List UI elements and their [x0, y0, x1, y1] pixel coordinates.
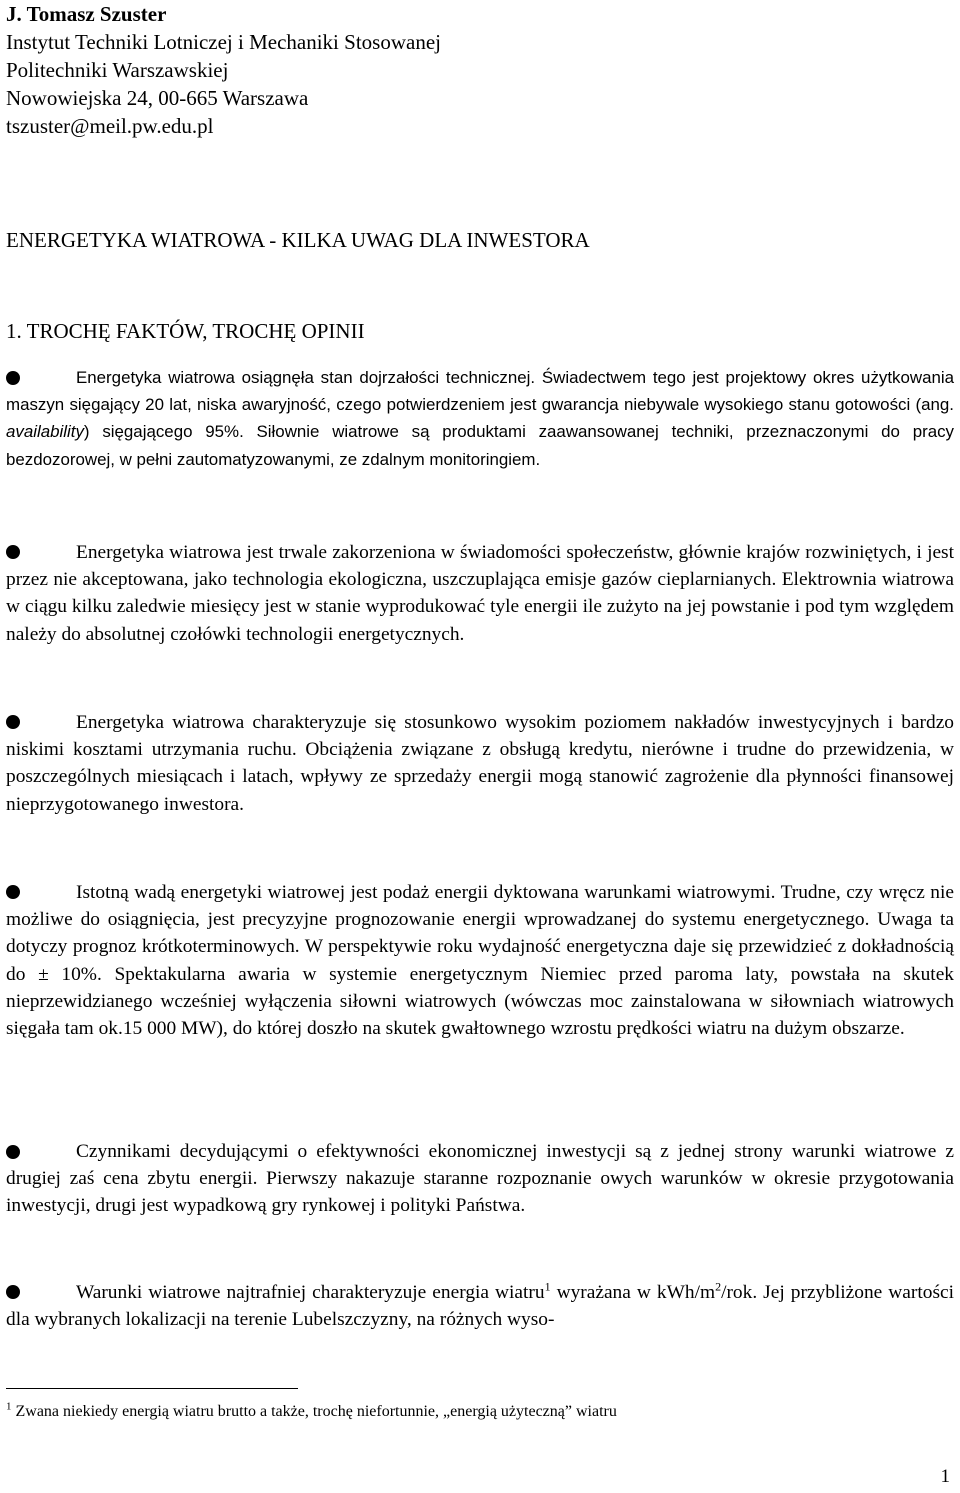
page-number: 1 [940, 1466, 950, 1487]
paragraph-6 [6, 1279, 954, 1333]
author-institute: Instytut Techniki Lotniczej i Mechaniki Stosowanej [6, 30, 441, 54]
unit-superscript: 2 [715, 1279, 722, 1294]
footnote-divider [6, 1388, 298, 1389]
author-address: Nowowiejska 24, 00-665 Warszawa [6, 86, 309, 110]
footnote-reference: 1 [544, 1279, 551, 1294]
paragraph-1-text-b: ) sięgającego 95%. Siłownie wiatrowe są produktami zaawansowanej techniki, przeznaczonymi do pracy bezdozorowej, w pełni zautomatyzowanymi, ze zdalnym monitoringiem. [6, 422, 954, 469]
author-block [6, 0, 441, 140]
paragraph-1 [6, 364, 954, 473]
footnote-number: 1 [6, 1400, 12, 1413]
paragraph-1-text-a: Energetyka wiatrowa osiągnęła stan dojrzałości technicznej. Świadectwem tego jest projektowy okres użytkowania maszyn sięgający 20 lat, niska awaryjność, czego potwierdzeniem jest gwarancja niebywale wysokiego stanu gotowości (ang. [6, 368, 954, 415]
paragraph-3: Energetyka wiatrowa charakteryzuje się stosunkowo wysokim poziomem nakładów inwestycyjnych i bardzo niskimi kosztami utrzymania ruchu. Obciążenia związane z obsługą kredytu, nierówne i trudne do przewidzenia, w poszczególnych miesiącach i latach, wpływy ze sprzedaży energii mogą stanowić zagrożenie dla płynności finansowej nieprzygotowanego inwestora. [6, 712, 954, 815]
paragraph-2: Energetyka wiatrowa jest trwale zakorzeniona w świadomości społeczeństw, głównie krajów rozwiniętych, i jest przez nie akceptowana, jako technologia ekologiczna, uszczuplająca emisje gazów cieplarnianych. Elektrownia wiatrowa w ciągu kilku zaledwie miesięcy jest w stanie wyprodukować tyle energii ile zużyto na jej powstanie i pod tym względem należy do absolutnej czołówki technologii energetycznych. [6, 542, 954, 645]
author-name: J. Tomasz Szuster [6, 2, 167, 26]
paragraph-6-text-b: wyrażana w kWh/m [550, 1282, 716, 1303]
footnote [6, 1400, 617, 1424]
section-title: 1. TROCHĘ FAKTÓW, TROCHĘ OPINII [6, 319, 365, 343]
paragraph-1-italic-term: availability [6, 422, 84, 442]
author-email[interactable]: tszuster@meil.pw.edu.pl [6, 114, 214, 138]
paragraph-6-text-a: Warunki wiatrowe najtrafniej charakteryzuje energia wiatru [76, 1282, 545, 1303]
paragraph-4: Istotną wadą energetyki wiatrowej jest podaż energii dyktowana warunkami wiatrowymi. Trudne, czy wręcz nie możliwe do osiągnięcia, jest precyzyjne prognozowanie energii wprowadzanej do systemu energetycznego. Uwaga ta dotyczy prognoz krótkoterminowych. W perspektywie roku wydajność energetyczna daje się przewidzieć z dokładnością do ± 10%. Spektakularna awaria w systemie energetycznym Niemiec przed paroma laty, powstała na skutek nieprzewidzianego wcześniej wyłączenia siłowni wiatrowych (wówczas moc zainstalowana w siłowniach wiatrowych sięgała tam ok.15 000 MW), do której doszło na skutek gwałtownego wzrostu prędkości wiatru na dużym obszarze. [6, 882, 954, 1040]
footnote-text: Zwana niekiedy energią wiatru brutto a także, trochę niefortunnie, „energią użyteczną” wiatru [11, 1403, 617, 1420]
paragraph-6-text-c: /rok. Jej przybliżone wartości dla wybranych lokalizacji na terenie Lubelszczyzny, na różnych wyso- [6, 1282, 954, 1331]
paragraph-5: Czynnikami decydującymi o efektywności ekonomicznej inwestycji są z jednej strony warunki wiatrowe z drugiej zaś cena zbytu energii. Pierwszy nakazuje staranne rozpoznanie owych warunków w okresie przygotowania inwestycji, drugi jest wypadkową gry rynkowej i polityki Państwa. [6, 1141, 954, 1217]
author-university: Politechniki Warszawskiej [6, 58, 229, 82]
document-title: ENERGETYKA WIATROWA - KILKA UWAG DLA INWESTORA [6, 228, 590, 252]
